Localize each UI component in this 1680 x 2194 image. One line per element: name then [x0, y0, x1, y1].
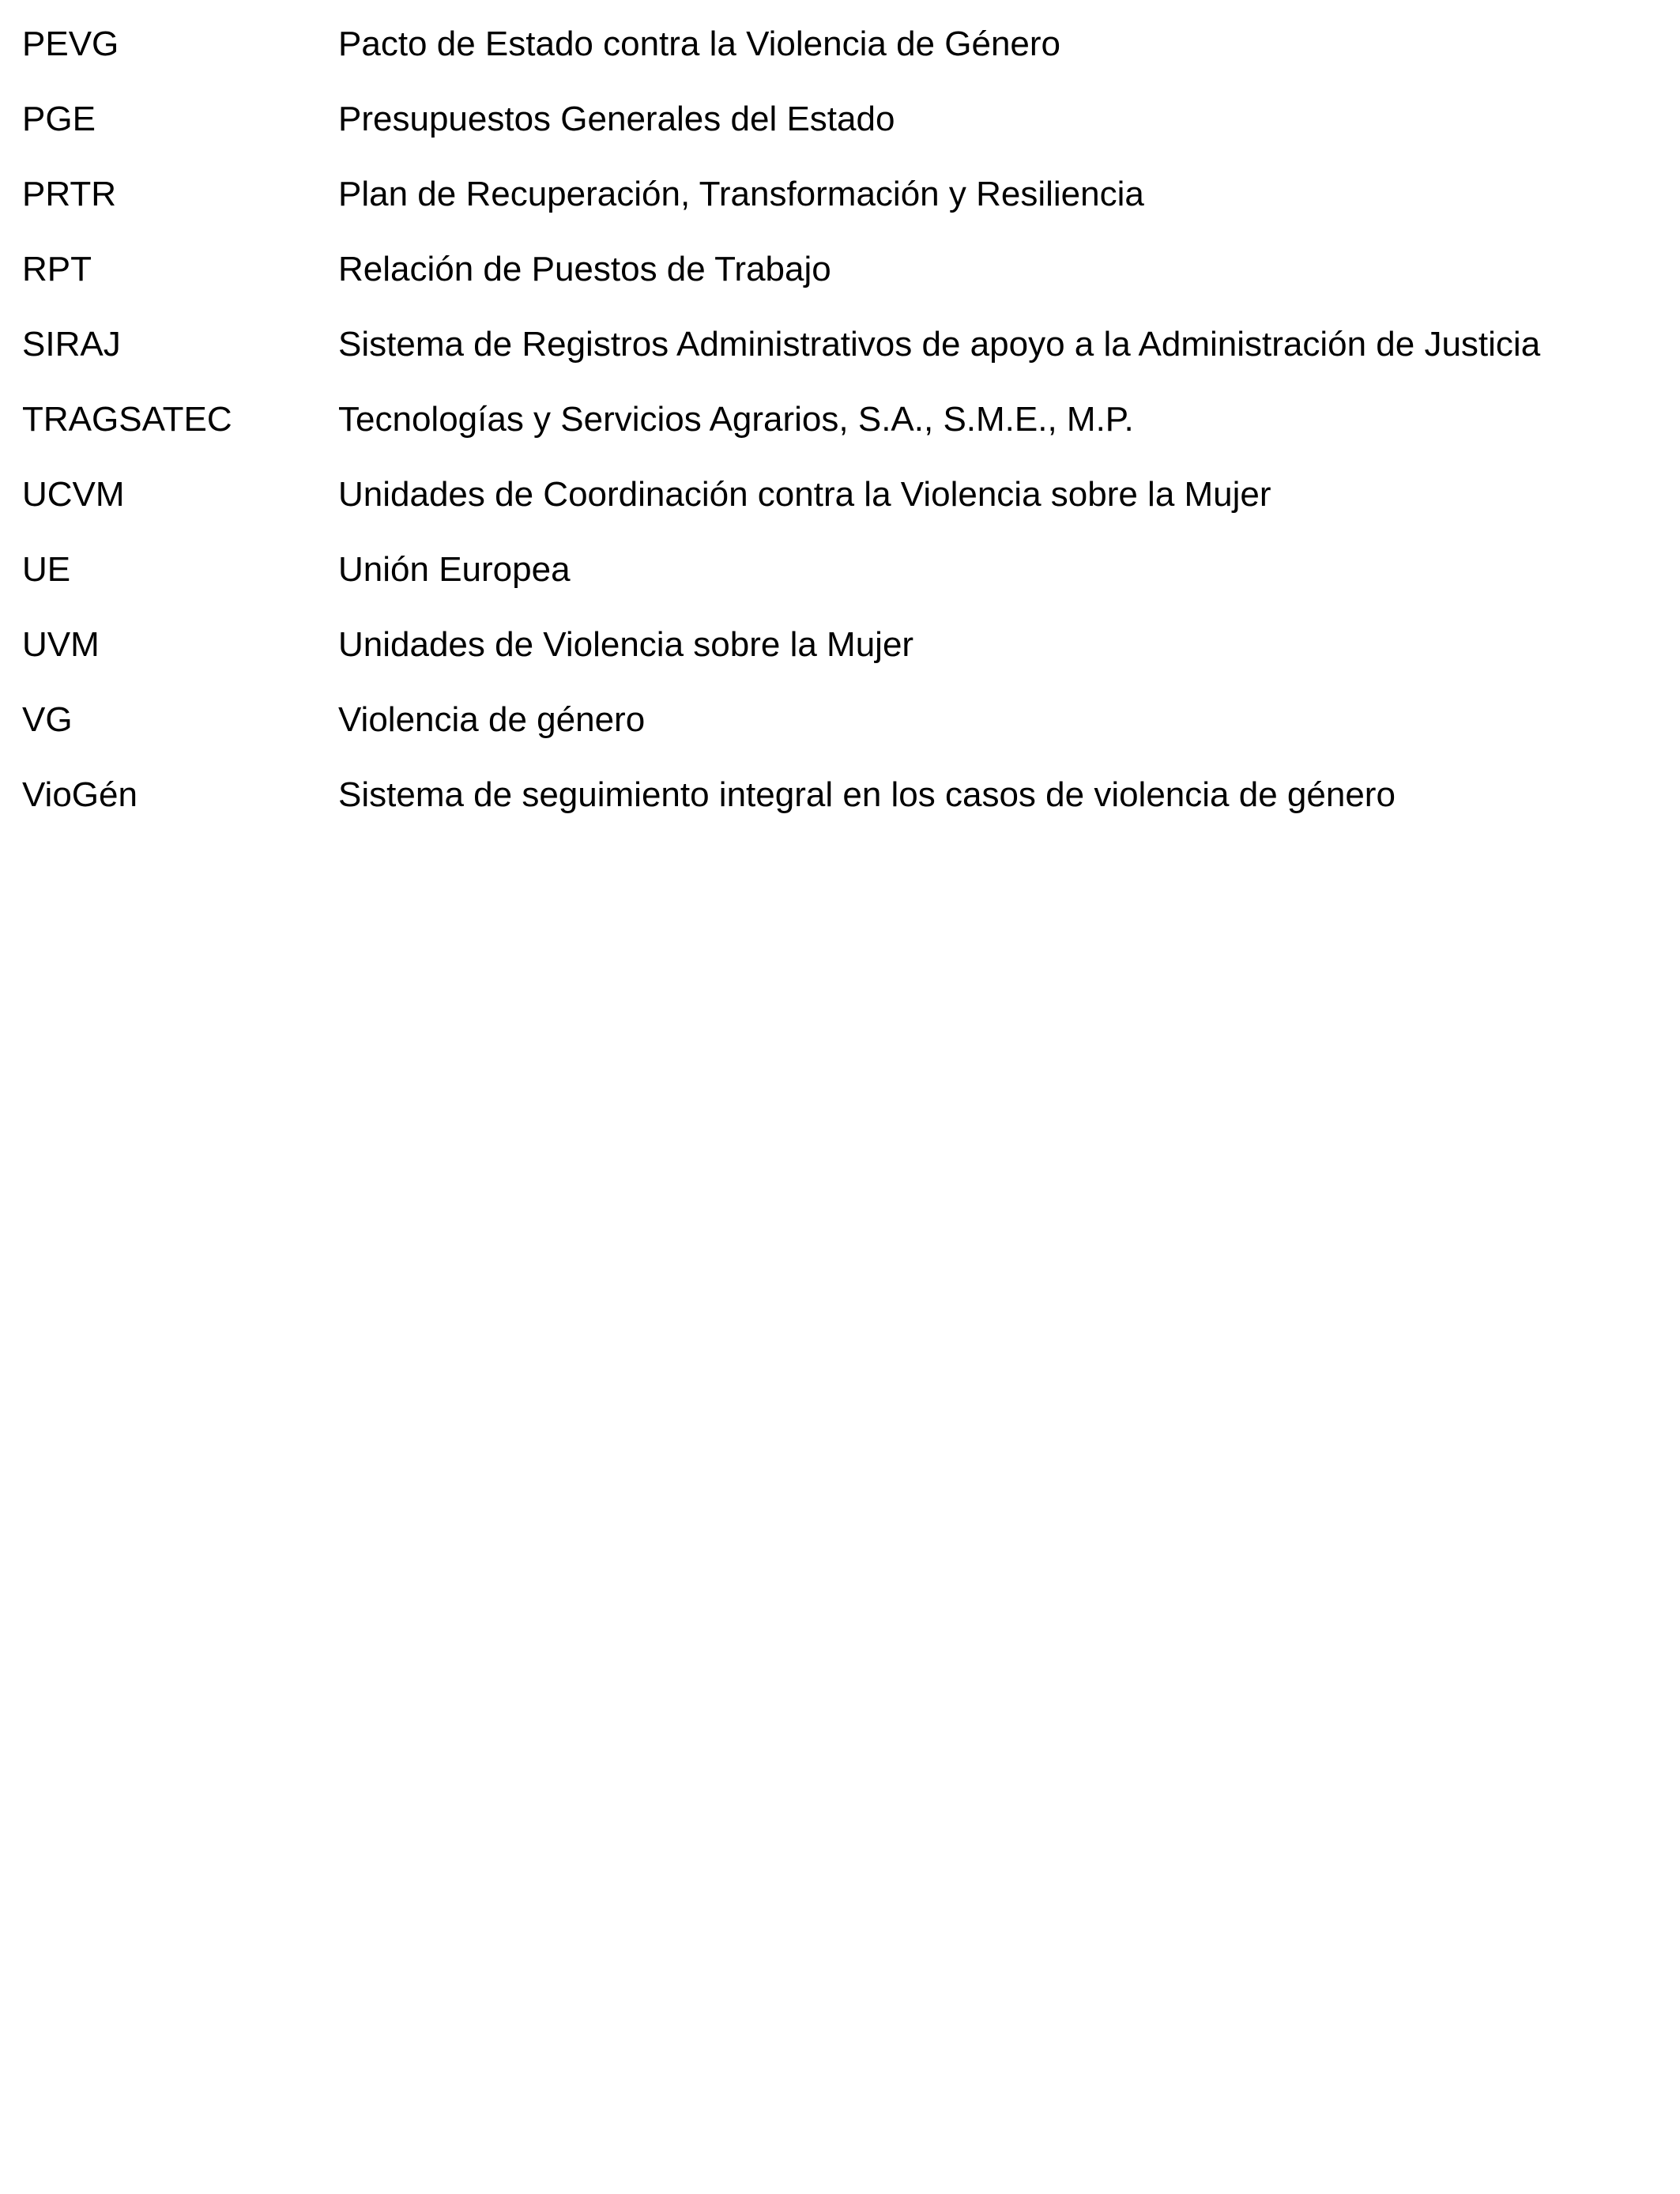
glossary-definition: Sistema de seguimiento integral en los casos de violencia de género — [338, 775, 1396, 814]
glossary-term: UE — [22, 550, 71, 589]
glossary-term: UVM — [22, 625, 100, 664]
glossary-definition: Relación de Puestos de Trabajo — [338, 250, 831, 288]
glossary-definition: Unión Europea — [338, 550, 571, 589]
glossary-term: PGE — [22, 100, 96, 138]
glossary-term: SIRAJ — [22, 325, 121, 364]
glossary-row — [22, 171, 1650, 246]
glossary-term: RPT — [22, 250, 92, 288]
glossary-definition: Tecnologías y Servicios Agrarios, S.A., S.M.E., M.P. — [338, 400, 1134, 439]
glossary-term: VioGén — [22, 775, 137, 814]
glossary-row — [22, 396, 1650, 471]
glossary-definition: Unidades de Coordinación contra la Violencia sobre la Mujer — [338, 475, 1271, 514]
glossary-term: PEVG — [22, 25, 119, 63]
glossary-row — [22, 21, 1650, 96]
glossary-row — [22, 771, 1650, 846]
glossary-definition: Pacto de Estado contra la Violencia de Género — [338, 25, 1061, 63]
glossary-row — [22, 246, 1650, 321]
glossary-row — [22, 96, 1650, 171]
glossary-row — [22, 546, 1650, 621]
glossary-definition: Sistema de Registros Administrativos de apoyo a la Administración de Justicia — [338, 325, 1541, 364]
glossary-definition: Plan de Recuperación, Transformación y Resiliencia — [338, 175, 1144, 213]
glossary-row — [22, 696, 1650, 771]
glossary-definition: Presupuestos Generales del Estado — [338, 100, 895, 138]
glossary-row — [22, 321, 1650, 396]
glossary-row — [22, 621, 1650, 696]
acronym-glossary — [22, 21, 1650, 846]
glossary-term: VG — [22, 700, 73, 739]
glossary-row — [22, 471, 1650, 546]
glossary-definition: Violencia de género — [338, 700, 646, 739]
glossary-term: TRAGSATEC — [22, 400, 232, 439]
glossary-definition: Unidades de Violencia sobre la Mujer — [338, 625, 914, 664]
glossary-term: UCVM — [22, 475, 125, 514]
glossary-term: PRTR — [22, 175, 116, 213]
